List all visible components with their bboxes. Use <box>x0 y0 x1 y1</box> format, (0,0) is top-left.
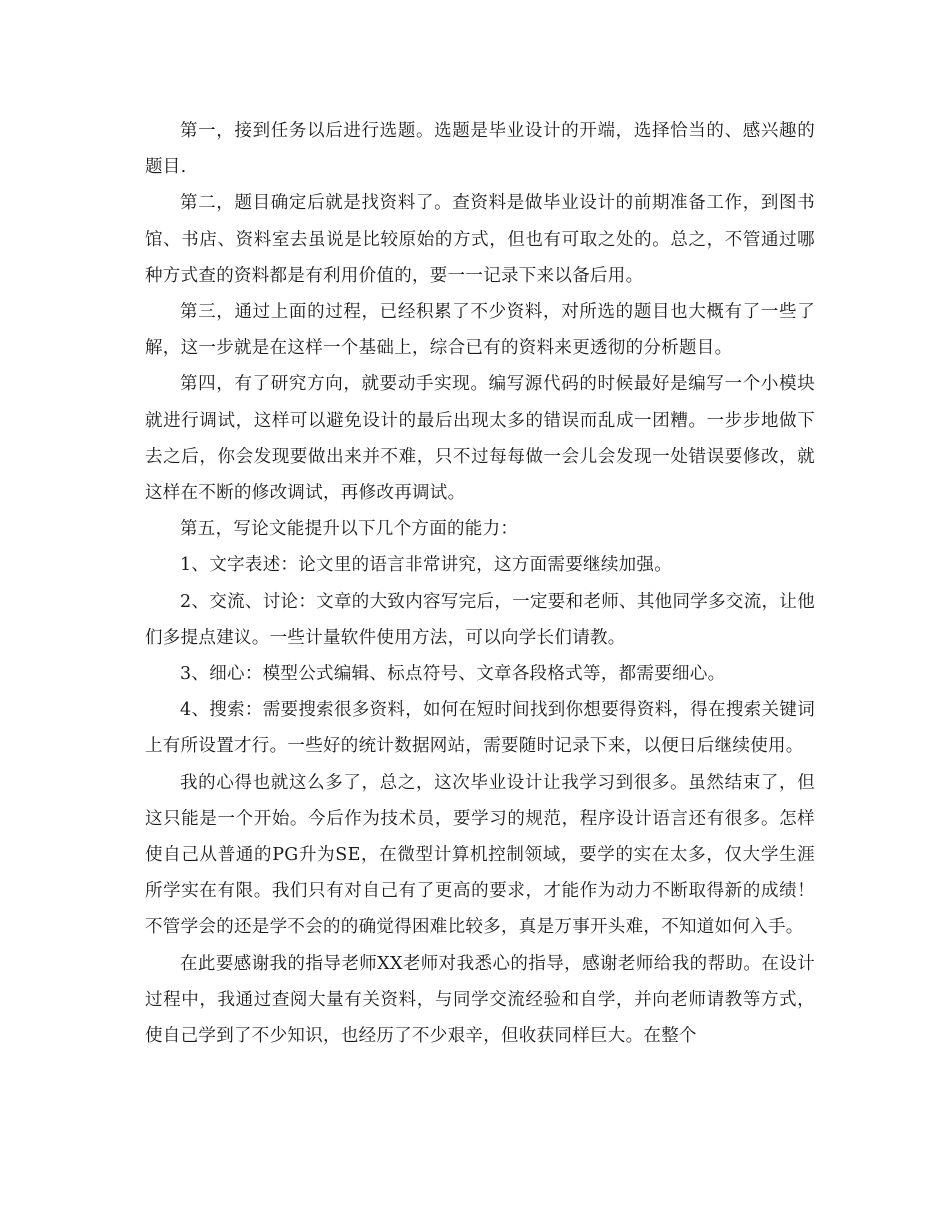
paragraph-acknowledgement: 在此要感谢我的指导老师XX老师对我悉心的指导，感谢老师给我的帮助。在设计过程中，我通过查阅大量有关资料，与同学交流经验和自学，并向老师请教等方式，使自己学到了不少知识，也经历了不少艰辛，但收获同样巨大。在整个 <box>145 953 815 1047</box>
paragraph-step-3: 第三，通过上面的过程，已经积累了不少资料，对所选的题目也大概有了一些了解，这一步就是在这样一个基础上，综合已有的资料来更透彻的分析题目。 <box>145 302 815 359</box>
paragraph-step-4: 第四，有了研究方向，就要动手实现。编写源代码的时候最好是编写一个小模块就进行调试，这样可以避免设计的最后出现太多的错误而乱成一团糟。一步步地做下去之后，你会发现要做出来并不难，只不过每每做一会儿会发现一处错误要修改，就这样在不断的修改调试，再修改再调试。 <box>145 374 815 504</box>
paragraph-step-2: 第二，题目确定后就是找资料了。查资料是做毕业设计的前期准备工作，到图书馆、书店、资料室去虽说是比较原始的方式，但也有可取之处的。总之，不管通过哪种方式查的资料都是有利用价值的，要一一记录下来以备后用。 <box>145 193 815 286</box>
list-item-communication: 2、交流、讨论：文章的大致内容写完后，一定要和老师、其他同学多交流，让他们多提点建议。一些计量软件使用方法，可以向学长们请教。 <box>145 591 815 648</box>
paragraph-step-5: 第五，写论文能提升以下几个方面的能力： <box>180 519 519 540</box>
document-body <box>145 113 815 1054</box>
list-item-writing: 1、文字表述：论文里的语言非常讲究，这方面需要继续加强。 <box>180 555 673 576</box>
list-item-carefulness: 3、细心：模型公式编辑、标点符号、文章各段格式等，都需要细心。 <box>180 664 726 685</box>
paragraph-step-1: 第一，接到任务以后进行选题。选题是毕业设计的开端，选择恰当的、感兴趣的题目. <box>145 121 815 178</box>
list-item-search: 4、搜索：需要搜索很多资料，如何在短时间找到你想要得资料，得在搜索关键词上有所设置才行。一些好的统计数据网站，需要随时记录下来，以便日后继续使用。 <box>145 700 815 757</box>
paragraph-reflection: 我的心得也就这么多了，总之，这次毕业设计让我学习到很多。虽然结束了，但这只能是一个开始。今后作为技术员，要学习的规范，程序设计语言还有很多。怎样使自己从普通的PG升为SE，在微型计算机控制领域，要学的实在太多，仅大学生涯所学实在有限。我们只有对自己有了更高的要求，才能作为动力不断取得新的成绩！不管学会的还是学不会的的确觉得困难比较多，真是万事开头难，不知道如何入手。 <box>145 772 815 938</box>
